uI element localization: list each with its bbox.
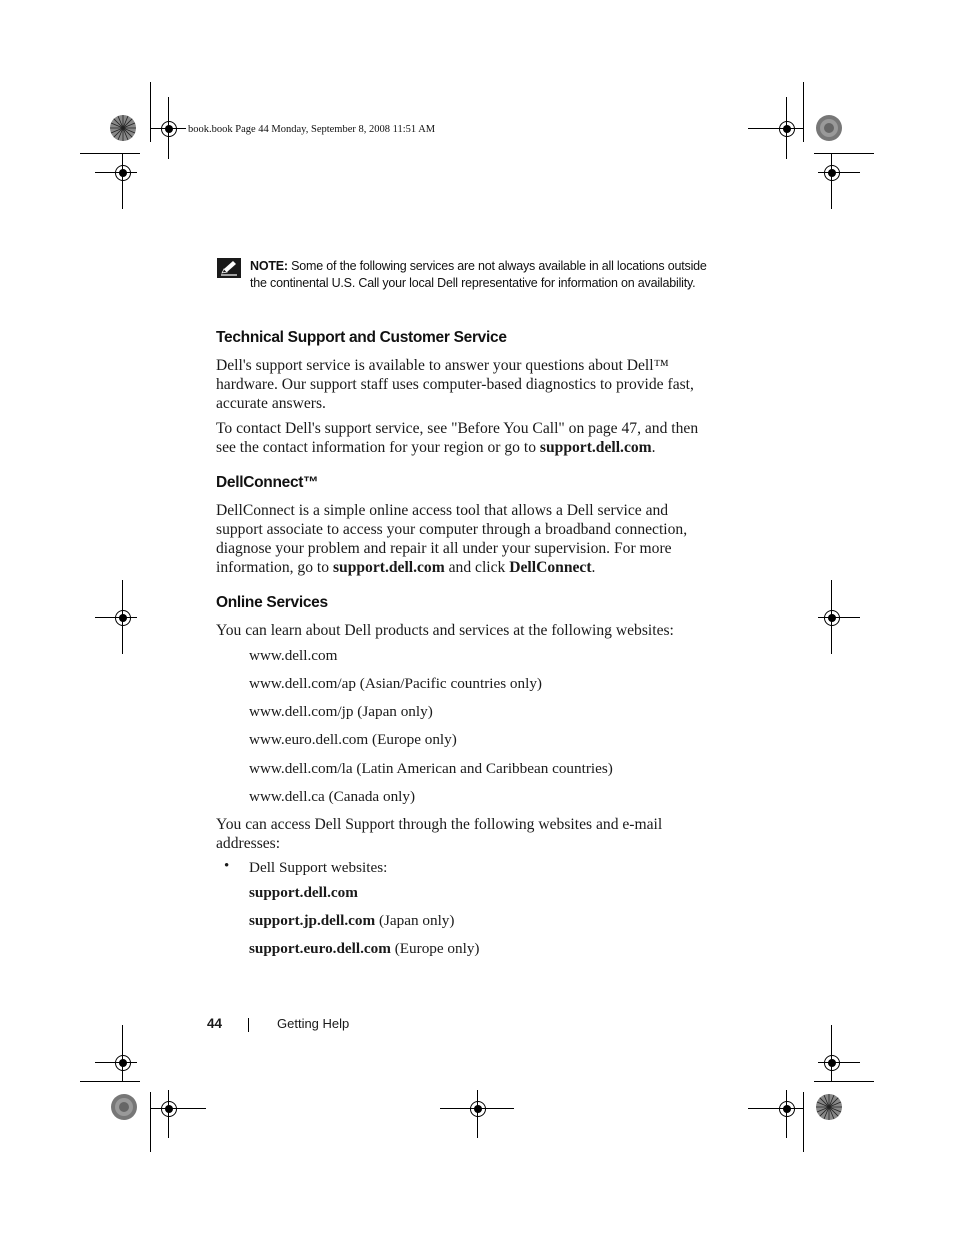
registration-mark-icon <box>115 165 131 181</box>
registration-mark-icon <box>115 610 131 626</box>
bullet-label: Dell Support websites: <box>249 859 388 876</box>
heading-online-services: Online Services <box>216 594 328 611</box>
registration-mark-icon <box>115 1055 131 1071</box>
website-url[interactable]: www.euro.dell.com <box>249 731 369 748</box>
website-url[interactable]: www.dell.com/jp <box>249 703 354 720</box>
website-item <box>249 730 457 749</box>
support-site-url[interactable]: support.dell.com <box>249 884 358 901</box>
website-url[interactable]: www.dell.com/ap <box>249 675 356 692</box>
technical-support-para1: Dell's support service is available to answer your questions about Dell™ hardware. Our support staff uses computer-based diagnostics to provide fast, accurate answers. <box>216 357 694 412</box>
registration-mark-icon <box>824 1055 840 1071</box>
registration-mark-icon <box>824 610 840 626</box>
registration-mark-icon <box>161 1101 177 1117</box>
online-services-intro: You can learn about Dell products and services at the following websites: <box>216 622 674 639</box>
website-note: (Asian/Pacific countries only) <box>356 675 542 692</box>
dellconnect-para-end: . <box>591 559 596 576</box>
registration-mark-icon <box>161 121 177 137</box>
website-note: (Latin American and Caribbean countries) <box>352 760 613 777</box>
heading-dellconnect: DellConnect™ <box>216 474 319 491</box>
website-note: (Japan only) <box>353 703 433 720</box>
support-site-item <box>249 883 358 902</box>
website-item <box>249 674 542 693</box>
footer-divider <box>248 1018 249 1032</box>
website-url[interactable]: www.dell.com <box>249 647 338 664</box>
website-item <box>249 702 433 721</box>
note-block <box>217 258 717 292</box>
page-number: 44 <box>207 1016 223 1031</box>
technical-support-para2 <box>216 419 716 457</box>
dellconnect-link[interactable]: DellConnect <box>509 559 592 576</box>
registration-mark-icon <box>779 1101 795 1117</box>
starburst-icon <box>109 114 137 142</box>
website-url[interactable]: www.dell.com/la <box>249 760 353 777</box>
technical-support-para2-end: . <box>651 439 656 456</box>
website-item <box>249 759 613 778</box>
note-text <box>250 258 717 292</box>
support-link[interactable]: support.dell.com <box>539 439 652 456</box>
website-note: (Canada only) <box>324 788 416 805</box>
dellconnect-para-text: DellConnect is a simple online access tool that allows a Dell service and support associate to access your computer through a broadband connection, diagnose your problem and repair it all under your supervision. For more information, go to <box>216 502 688 576</box>
support-site-url[interactable]: support.euro.dell.com <box>249 940 391 957</box>
starburst-icon <box>815 1093 843 1121</box>
support-site-note: (Japan only) <box>375 912 455 929</box>
note-body: Some of the following services are not always available in all locations outside the continental U.S. Call your local Dell representative for information on availability. <box>250 259 707 290</box>
registration-mark-icon <box>824 165 840 181</box>
support-link[interactable]: support.dell.com <box>332 559 445 576</box>
website-url[interactable]: www.dell.ca <box>249 788 325 805</box>
technical-support-para2-text: To contact Dell's support service, see "Before You Call" on page 47, and then see the contact information for your region or go to <box>216 420 699 456</box>
dellconnect-para-middle: and click <box>444 559 510 576</box>
website-note: (Europe only) <box>368 731 457 748</box>
support-site-url[interactable]: support.jp.dell.com <box>249 912 376 929</box>
footer-section-title: Getting Help <box>277 1016 350 1031</box>
registration-mark-icon <box>779 121 795 137</box>
starburst-icon <box>815 114 843 142</box>
support-site-item <box>249 939 479 958</box>
access-intro: You can access Dell Support through the following websites and e-mail addresses: <box>216 816 663 852</box>
dellconnect-para <box>216 501 716 577</box>
bullet-icon: • <box>224 858 230 874</box>
pencil-note-icon <box>217 258 241 278</box>
starburst-icon <box>110 1093 138 1121</box>
registration-mark-icon <box>470 1101 486 1117</box>
website-item <box>249 646 337 665</box>
website-item <box>249 787 415 806</box>
print-info: book.book Page 44 Monday, September 8, 2008 11:51 AM <box>188 124 436 135</box>
note-label: NOTE: <box>250 259 288 273</box>
support-site-note: (Europe only) <box>390 940 480 957</box>
support-site-item <box>249 911 454 930</box>
heading-technical-support: Technical Support and Customer Service <box>216 329 507 346</box>
